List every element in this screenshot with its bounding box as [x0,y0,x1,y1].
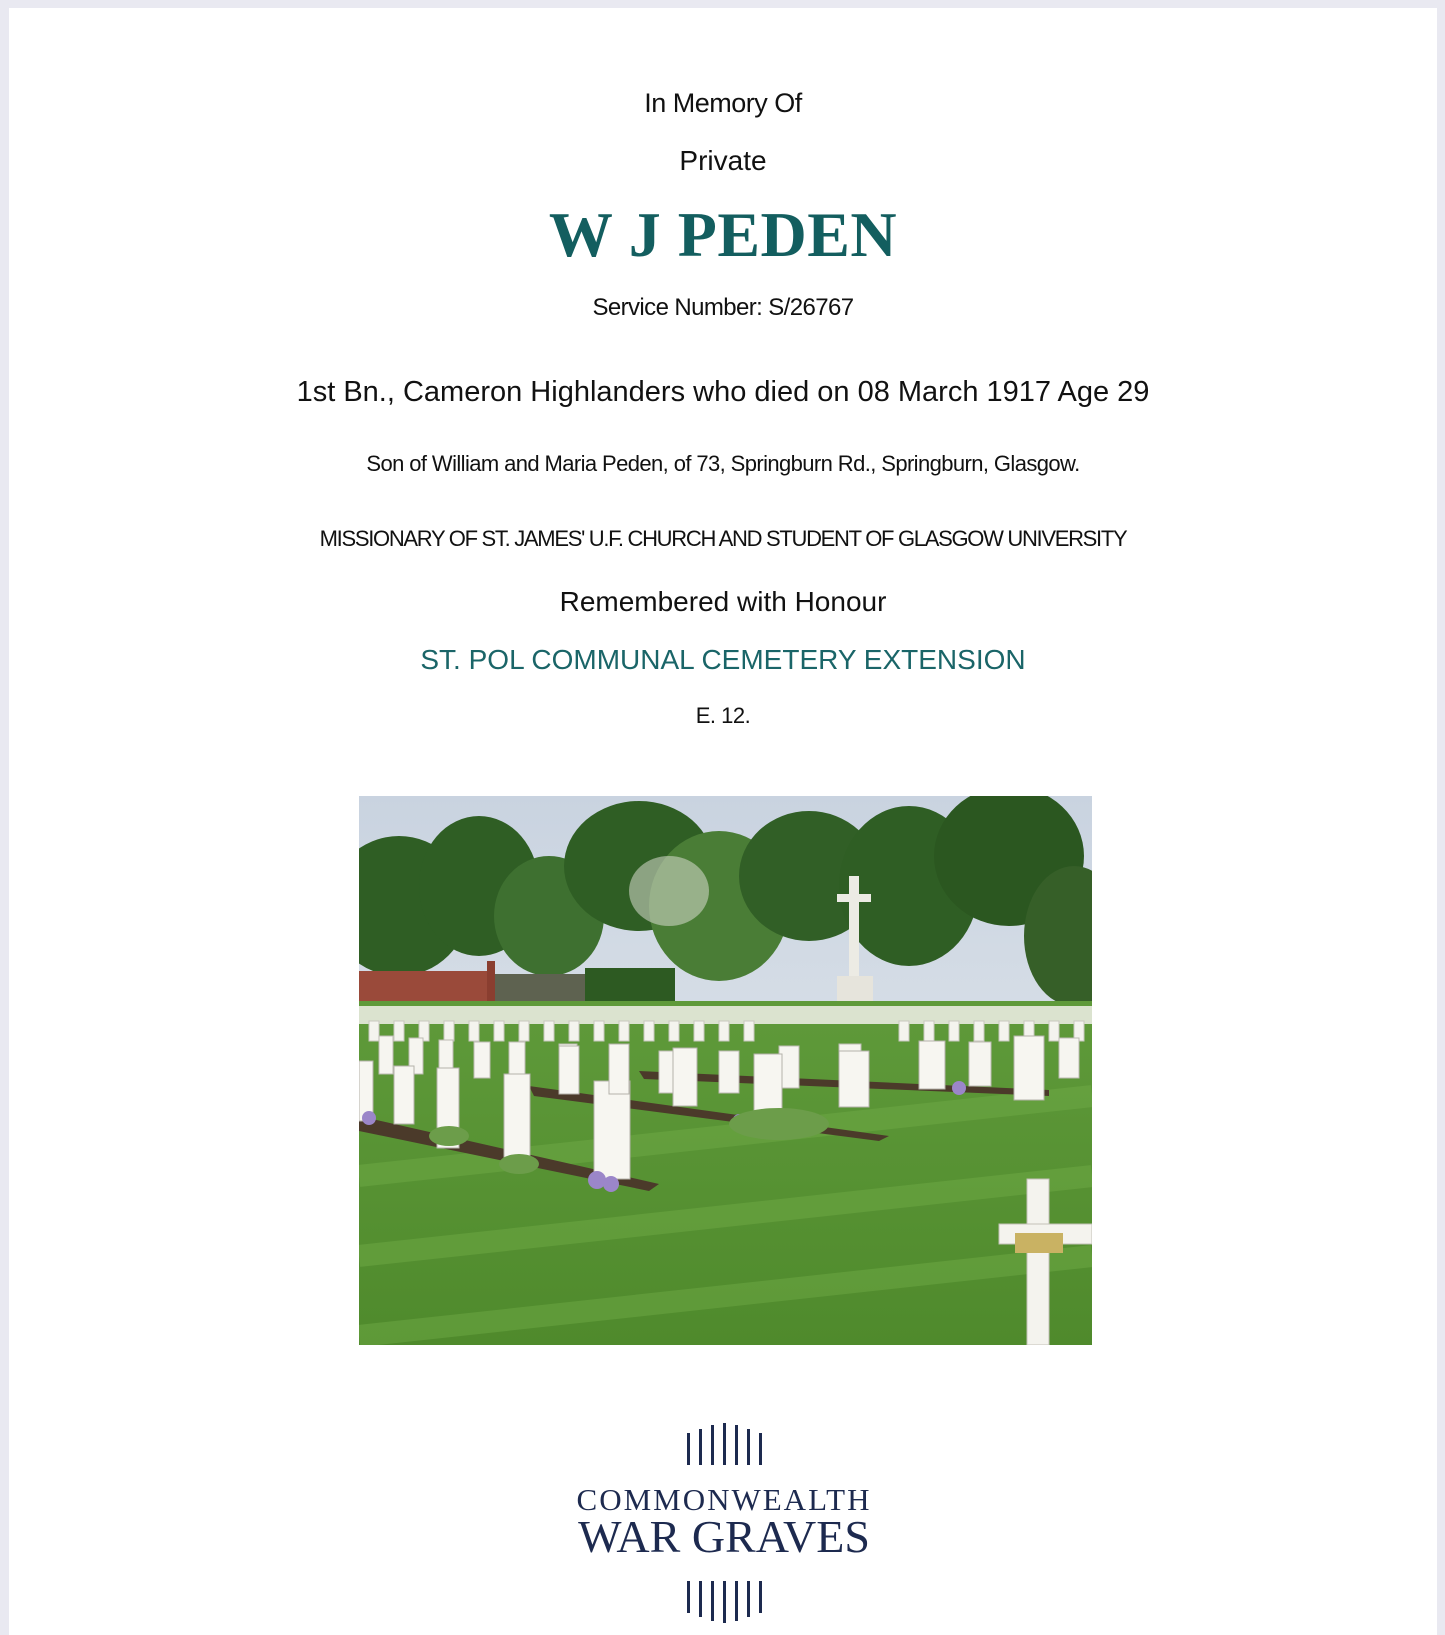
family-details: Son of William and Maria Peden, of 73, Springburn Rd., Springburn, Glasgow. [366,451,1080,476]
heading-in-memory-of: In Memory Of [644,88,802,118]
grave-reference: E. 12. [695,703,751,728]
rank: Private [679,145,767,176]
logo-line-commonwealth: COMMONWEALTH [576,1482,872,1517]
cemetery-name: ST. POL COMMUNAL CEMETERY EXTENSION [420,644,1026,675]
logo-line-war-graves: WAR GRAVES [578,1511,870,1562]
service-number: Service Number: S/26767 [592,294,854,321]
personal-inscription: MISSIONARY OF ST. JAMES' U.F. CHURCH AND STUDENT OF GLASGOW UNIVERSITY [319,526,1127,551]
unit-and-death-details: 1st Bn., Cameron Highlanders who died on 08 March 1917 Age 29 [296,376,1150,408]
cemetery-photo [359,796,1092,1345]
remembered-with-honour: Remembered with Honour [559,586,887,617]
cwgc-logo [564,1423,884,1623]
cwgc-emblem-icon [564,1423,884,1623]
casualty-name: W J PEDEN [548,199,898,270]
memorial-certificate-page [9,8,1437,1635]
